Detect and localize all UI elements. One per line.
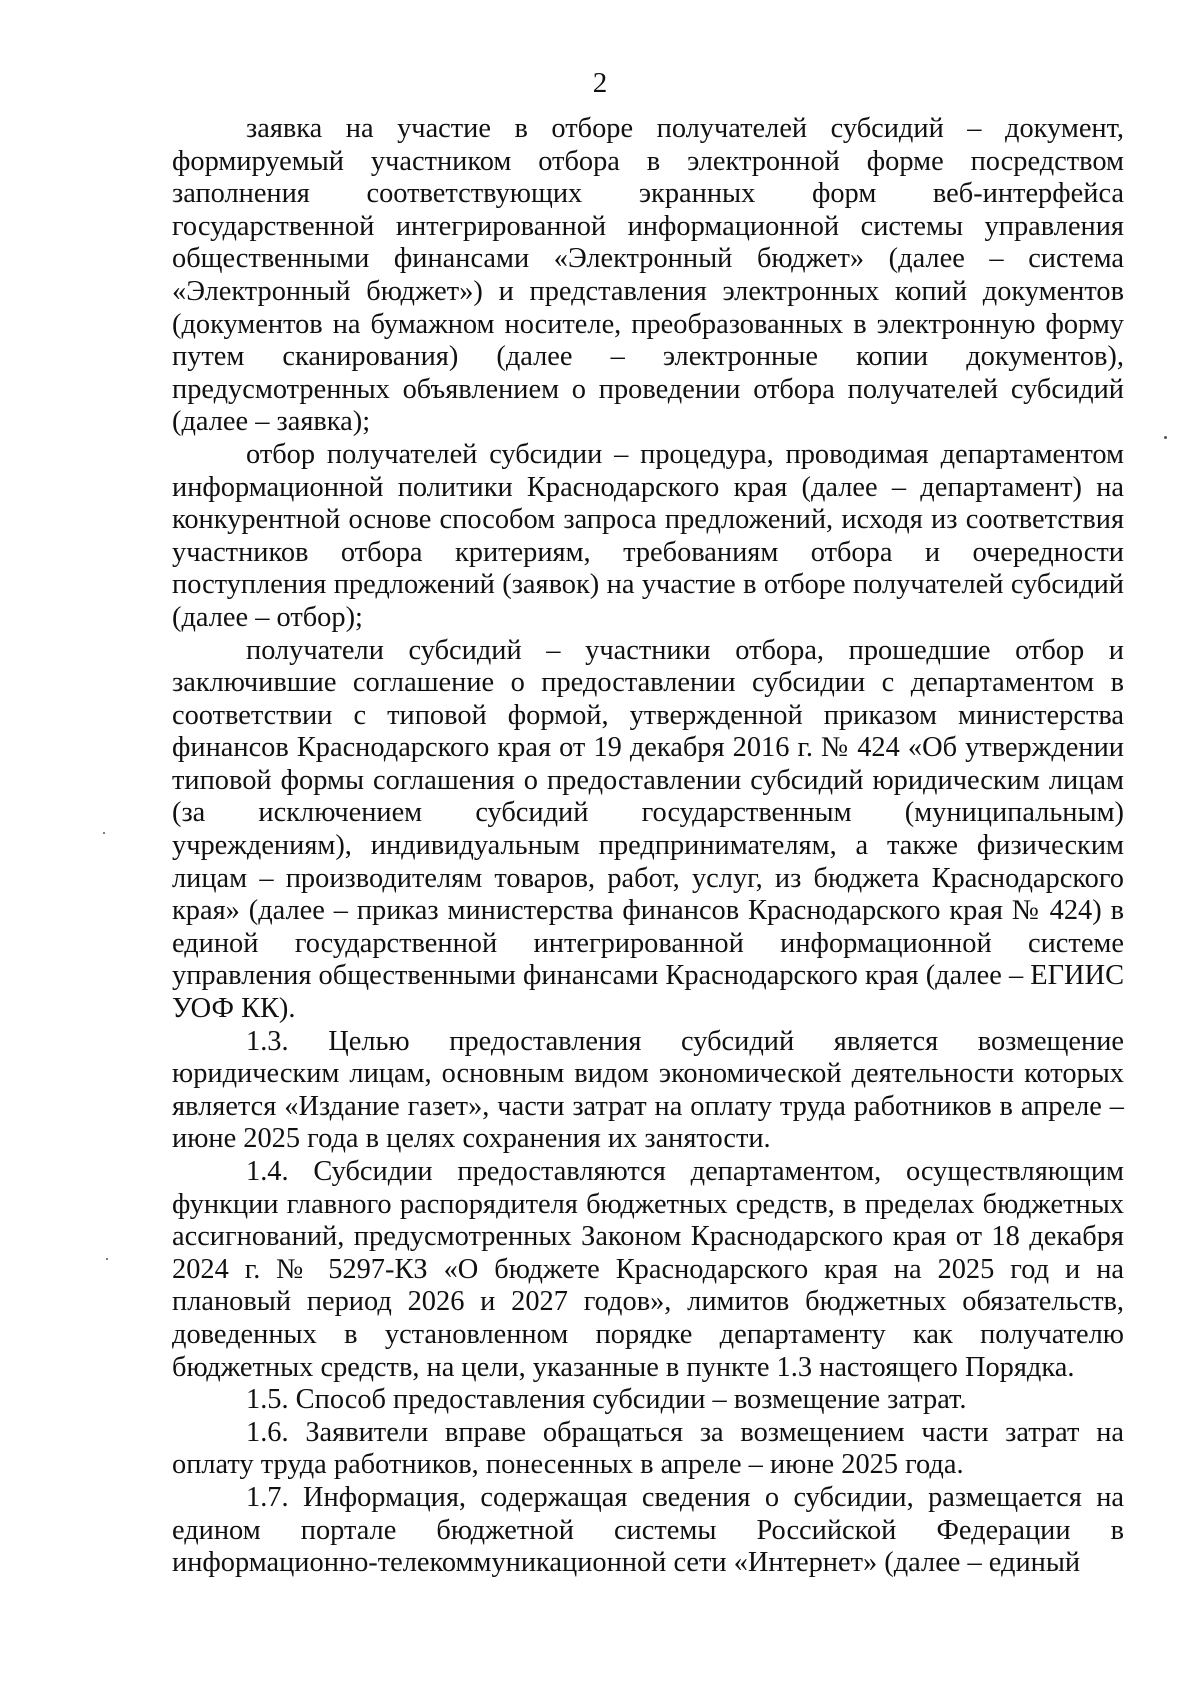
paragraph-definition-recipients: получатели субсидий – участники отбора, прошедшие отбор и заключившие соглашение о предоставлении субсидии с департаментом в соответствии с типовой формой, утвержденной приказом министерства финансов Краснодарского края от 19 декабря 2016 г. № 424 «Об утверждении типовой формы соглашения о предоставлении субсидий юридическим лицам (за исключением субсидий государственным (муниципальным) учреждениям), индивидуальным предпринимателям, а также физическим лицам – производителям товаров, работ, услуг, из бюджета Краснодарского края» (далее – приказ министерства финансов Краснодарского края № 424) в единой государственной интегрированной информационной системе управления общественными финансами Краснодарского края (далее – ЕГИИС УОФ КК). <box>172 634 1124 1025</box>
page-number: 2 <box>592 67 608 99</box>
scan-speck <box>103 832 105 834</box>
scan-speck <box>106 1258 108 1260</box>
paragraph-1-7: 1.7. Информация, содержащая сведения о субсидии, размещается на едином портале бюджетной системы Российской Федерации в информационно-телекоммуникационной сети «Интернет» (далее – единый <box>172 1481 1124 1579</box>
paragraph-1-4: 1.4. Субсидии предоставляются департаментом, осуществляющим функции главного распорядителя бюджетных средств, в пределах бюджетных ассигнований, предусмотренных Законом Краснодарского края от 18 декабря 2024 г. № 5297-КЗ «О бюджете Краснодарского края на 2025 год и на плановый период 2026 и 2027 годов», лимитов бюджетных обязательств, доведенных в установленном порядке департаменту как получателю бюджетных средств, на цели, указанные в пункте 1.3 настоящего Порядка. <box>172 1156 1124 1383</box>
scan-speck <box>1164 436 1167 439</box>
paragraph-definition-application: заявка на участие в отборе получателей субсидий – документ, формируемый участником отбора в электронной форме посредством заполнения соответствующих экранных форм веб-интерфейса государственной интегрированной информационной системы управления общественными финансами «Электронный бюджет» (далее – система «Электронный бюджет») и представления электронных копий документов (документов на бумажном носителе, преобразованных в электронную форму путем сканирования) (далее – электронные копии документов), предусмотренных объявлением о проведении отбора получателей субсидий (далее – заявка); <box>172 113 1124 438</box>
paragraph-1-6: 1.6. Заявители вправе обращаться за возмещением части затрат на оплату труда работников, понесенных в апреле – июне 2025 года. <box>172 1416 1124 1481</box>
paragraph-1-5: 1.5. Способ предоставления субсидии – возмещение затрат. <box>246 1384 967 1416</box>
paragraph-1-3: 1.3. Целью предоставления субсидий является возмещение юридическим лицам, основным видом экономической деятельности которых является «Издание газет», части затрат на оплату труда работников в апреле – июне 2025 года в целях сохранения их занятости. <box>172 1025 1124 1155</box>
paragraph-definition-selection: отбор получателей субсидии – процедура, проводимая департаментом информационной политики Краснодарского края (далее – департамент) на конкурентной основе способом запроса предложений, исходя из соответствия участников отбора критериям, требованиям отбора и очередности поступления предложений (заявок) на участие в отборе получателей субсидий (далее – отбор); <box>172 438 1124 633</box>
document-body <box>172 113 1124 1580</box>
